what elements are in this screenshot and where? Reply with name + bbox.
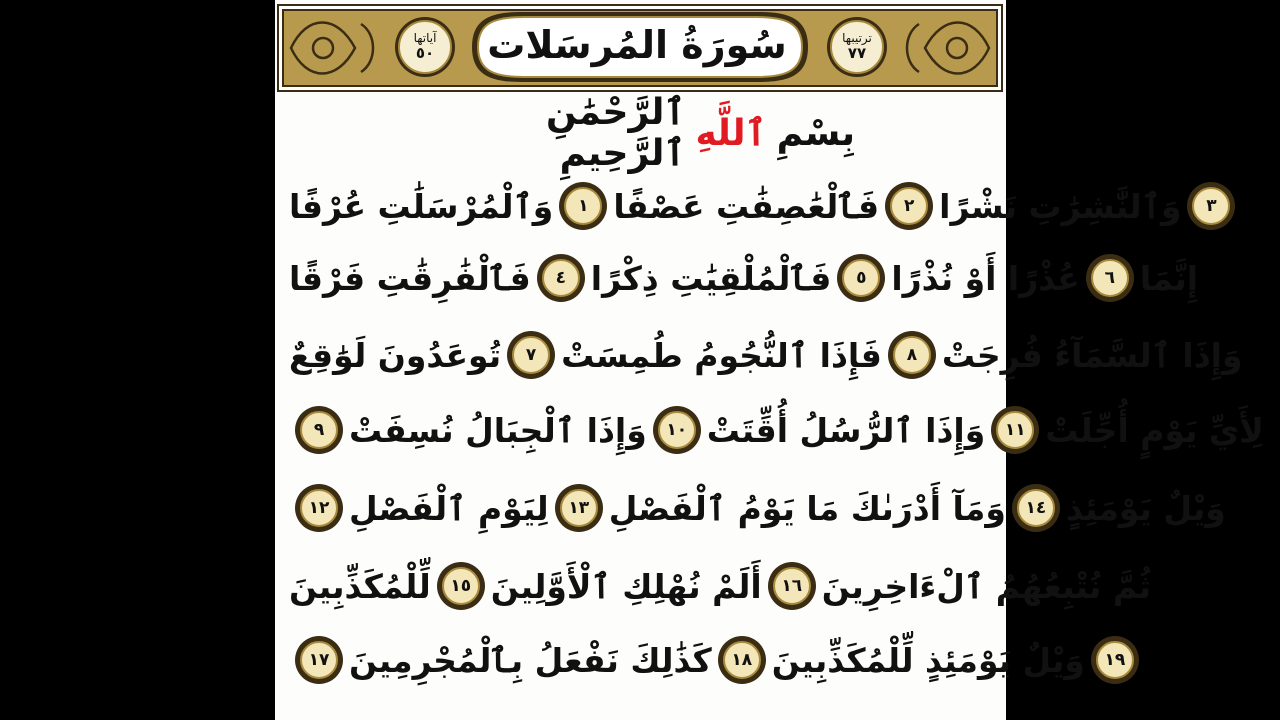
ayah-number: ١٤ (1025, 498, 1047, 518)
verse-text: فَإِذَا ٱلنُّجُومُ طُمِسَتْ (561, 335, 882, 375)
surah-title: سُورَةُ المُرسَلات (487, 23, 787, 67)
ayah-marker (886, 329, 938, 381)
verse-text: وَيْلٌ يَوْمَئِذٍ لِّلْمُكَذِّبِينَ (771, 640, 1085, 680)
verse-text: فَٱلْعَٰصِفَٰتِ عَصْفًا (613, 186, 880, 226)
verse-line-3 (289, 325, 1243, 385)
verse-text: عُذْرًا أَوْ نُذْرًا (891, 258, 1080, 298)
ayah-number: ١٥ (450, 576, 472, 596)
ayah-marker (1084, 252, 1136, 304)
basmala-word-allah: ٱللَّهِ (695, 112, 767, 154)
basmala-word-1: بِسْمِ (776, 112, 855, 154)
verse-text: وَإِذَا ٱلرُّسُلُ أُقِّتَتْ (706, 410, 986, 450)
verse-text: أَلَمْ نُهْلِكِ ٱلْأَوَّلِينَ (490, 566, 762, 606)
ayah-number: ٣ (1206, 196, 1217, 216)
ayah-number: ١ (578, 196, 589, 216)
verse-text: فَٱلْمُلْقِيَٰتِ ذِكْرًا (590, 258, 832, 298)
ayah-number: ٥ (856, 268, 867, 288)
verse-text: لِأَيِّ يَوْمٍ أُجِّلَتْ (1045, 410, 1264, 450)
ayah-marker (435, 560, 487, 612)
ayah-number: ٦ (1104, 268, 1116, 288)
ayah-number: ١٢ (308, 498, 330, 518)
ayah-marker (716, 634, 768, 686)
verse-text: تُوعَدُونَ لَوَٰقِعٌ (289, 335, 502, 375)
ayah-number: ١٧ (308, 650, 330, 670)
ayah-marker (835, 252, 887, 304)
ayah-number: ٢ (903, 196, 915, 216)
verse-text: لِّلْمُكَذِّبِينَ (289, 566, 431, 606)
order-number: ٧٧ (847, 44, 867, 62)
verse-text: وَٱلنَّٰشِرَٰتِ نَشْرًا (939, 186, 1182, 226)
verse-line-1 (289, 176, 1217, 236)
verse-text: وَيْلٌ يَوْمَئِذٍ (1065, 488, 1226, 528)
ayah-marker (651, 404, 703, 456)
ayah-marker (1185, 180, 1237, 232)
verse-text: وَإِذَا ٱلْجِبَالُ نُسِفَتْ (349, 410, 647, 450)
verse-line-4 (289, 400, 1264, 460)
ayah-marker (553, 482, 605, 534)
verse-line-6 (289, 556, 1152, 616)
ayah-number: ٧ (525, 345, 537, 365)
verse-text: إِنَّمَا (1139, 258, 1199, 298)
basmala-word-3: ٱلرَّحْمَٰنِ ٱلرَّحِيمِ (545, 92, 686, 174)
ayah-number: ٨ (906, 345, 918, 365)
ayah-marker (557, 180, 609, 232)
verse-text: وَإِذَا ٱلسَّمَآءُ فُرِجَتْ (941, 335, 1243, 375)
ayah-number: ١٩ (1104, 650, 1126, 670)
ayah-number: ١١ (1004, 420, 1026, 440)
ayah-number: ١٨ (731, 650, 753, 670)
mushaf-page (275, 0, 1264, 720)
ayah-marker (535, 252, 587, 304)
ayah-number: ١٦ (781, 576, 803, 596)
ayah-marker (293, 634, 345, 686)
verse-line-7 (289, 630, 1126, 690)
ayah-marker (505, 329, 557, 381)
verse-text: وَمَآ أَدْرَىٰكَ مَا يَوْمُ ٱلْفَصْلِ (608, 488, 1006, 528)
verse-text: فَٱلْفَٰرِقَٰتِ فَرْقًا (289, 258, 531, 298)
ayah-number: ٤ (555, 268, 566, 288)
verse-text: لِيَوْمِ ٱلْفَصْلِ (349, 488, 549, 528)
verse-line-2 (289, 248, 1199, 308)
ayah-number: ١٠ (666, 420, 688, 440)
ayah-marker (989, 404, 1041, 456)
ayah-marker (1089, 634, 1141, 686)
ayah-marker (766, 560, 818, 612)
verse-text: ثُمَّ نُتْبِعُهُمُ ٱلْءَاخِرِينَ (821, 566, 1152, 606)
ayah-number: ٩ (313, 420, 325, 440)
ayah-marker (293, 482, 345, 534)
verse-text: وَٱلْمُرْسَلَٰتِ عُرْفًا (289, 186, 554, 226)
ayat-label: آياتها (413, 31, 437, 45)
ayat-count: ٥٠ (415, 44, 435, 62)
verse-line-5 (289, 478, 1226, 538)
ayah-marker (1010, 482, 1062, 534)
ayah-marker (883, 180, 935, 232)
verse-text: كَذَٰلِكَ نَفْعَلُ بِٱلْمُجْرِمِينَ (349, 640, 712, 680)
verse-lines (275, 0, 1264, 720)
ayah-marker (293, 404, 345, 456)
order-label: ترتيبها (842, 31, 872, 45)
ayah-number: ١٣ (568, 498, 590, 518)
